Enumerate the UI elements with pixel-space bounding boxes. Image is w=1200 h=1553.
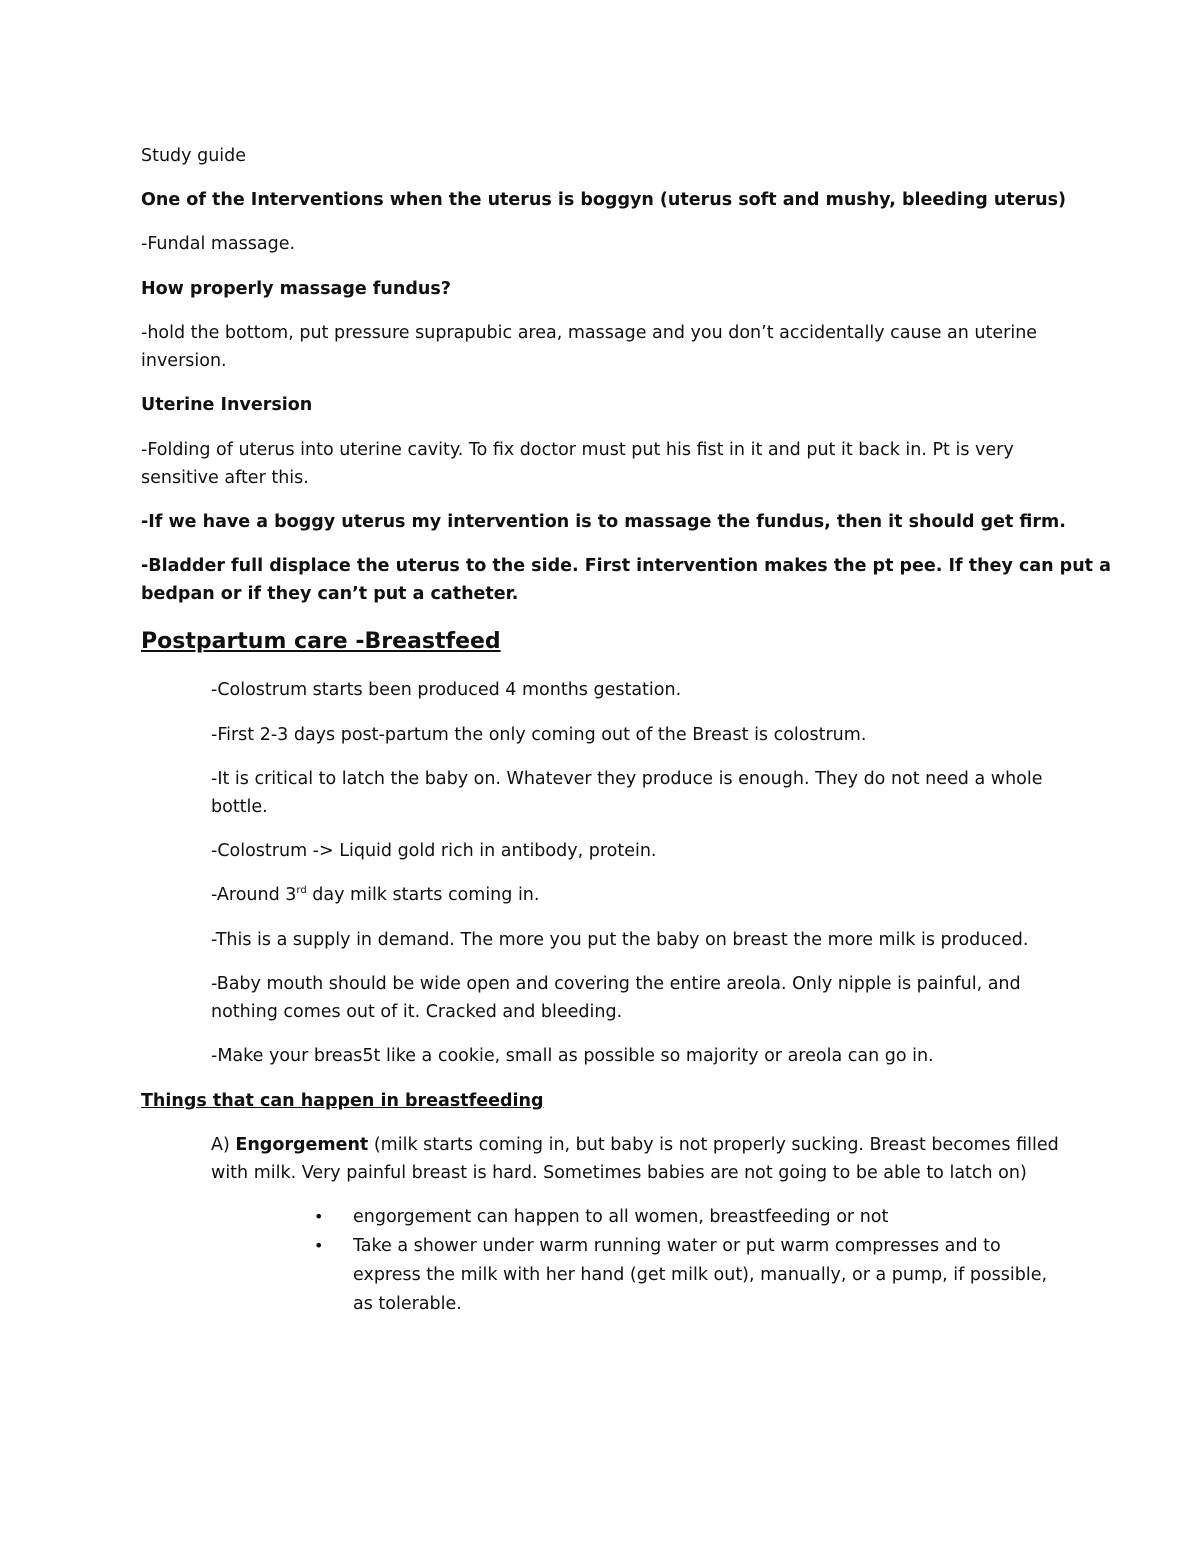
item-5-suffix: day milk starts coming in. [306, 885, 540, 905]
postpartum-item-3-line-1: -It is critical to latch the baby on. Whatever they produce is enough. They do not need a whole [211, 769, 1043, 789]
bullet-item-2-line-1: Take a shower under warm running water or put warm compresses and to [353, 1236, 1001, 1256]
engorgement-description: (milk starts coming in, but baby is not properly sucking. Breast becomes filled [368, 1135, 1059, 1155]
item-5-superscript: rd [296, 885, 307, 896]
engorgement-line-1 [211, 1131, 1059, 1159]
answer-massage-line-1: -hold the bottom, put pressure suprapubic area, massage and you don’t accidentally cause an uterine [141, 323, 1038, 343]
bullet-icon: • [314, 1207, 324, 1226]
heading-uterine-inversion: Uterine Inversion [141, 395, 313, 415]
question-boggy-uterus: One of the Interventions when the uterus is boggyn (uterus soft and mushy, bleeding uterus) [141, 190, 1067, 210]
engorgement-prefix: A) [211, 1135, 236, 1155]
answer-massage-line-2: inversion. [141, 351, 227, 371]
postpartum-item-8: -Make your breas5t like a cookie, small as possible so majority or areola can go in. [211, 1046, 934, 1066]
heading-things-breastfeeding: Things that can happen in breastfeeding [141, 1091, 544, 1111]
boggy-intervention: -If we have a boggy uterus my intervention is to massage the fundus, then it should get firm. [141, 512, 1066, 532]
postpartum-item-2: -First 2-3 days post-partum the only coming out of the Breast is colostrum. [211, 725, 867, 745]
bladder-line-1: -Bladder full displace the uterus to the side. First intervention makes the pt pee. If they can put a [141, 556, 1111, 576]
postpartum-item-7-line-1: -Baby mouth should be wide open and covering the entire areola. Only nipple is painful, and [211, 974, 1021, 994]
bullet-item-2-line-3: as tolerable. [353, 1294, 462, 1314]
postpartum-item-7-line-2: nothing comes out of it. Cracked and bleeding. [211, 1002, 623, 1022]
postpartum-item-4: -Colostrum -> Liquid gold rich in antibody, protein. [211, 841, 657, 861]
postpartum-item-5 [211, 881, 539, 909]
doc-title: Study guide [141, 146, 247, 166]
inversion-line-1: -Folding of uterus into uterine cavity. To fix doctor must put his fist in it and put it back in. Pt is very [141, 440, 1014, 460]
answer-fundal-massage: -Fundal massage. [141, 234, 296, 254]
inversion-line-2: sensitive after this. [141, 468, 309, 488]
item-5-prefix: -Around 3 [211, 885, 297, 905]
bullet-icon: • [314, 1236, 324, 1255]
bladder-line-2: bedpan or if they can’t put a catheter. [141, 584, 519, 604]
engorgement-term: Engorgement [235, 1135, 369, 1155]
postpartum-item-1: -Colostrum starts been produced 4 months gestation. [211, 680, 682, 700]
bullet-item-2-line-2: express the milk with her hand (get milk out), manually, or a pump, if possible, [353, 1265, 1048, 1285]
question-massage-fundus: How properly massage fundus? [141, 279, 451, 299]
heading-postpartum-care: Postpartum care -Breastfeed [141, 629, 501, 654]
bullet-item-1: engorgement can happen to all women, breastfeeding or not [353, 1207, 889, 1227]
engorgement-line-2: with milk. Very painful breast is hard. Sometimes babies are not going to be able to latch on) [211, 1163, 1027, 1183]
postpartum-item-3-line-2: bottle. [211, 797, 268, 817]
postpartum-item-6: -This is a supply in demand. The more you put the baby on breast the more milk is produced. [211, 930, 1029, 950]
